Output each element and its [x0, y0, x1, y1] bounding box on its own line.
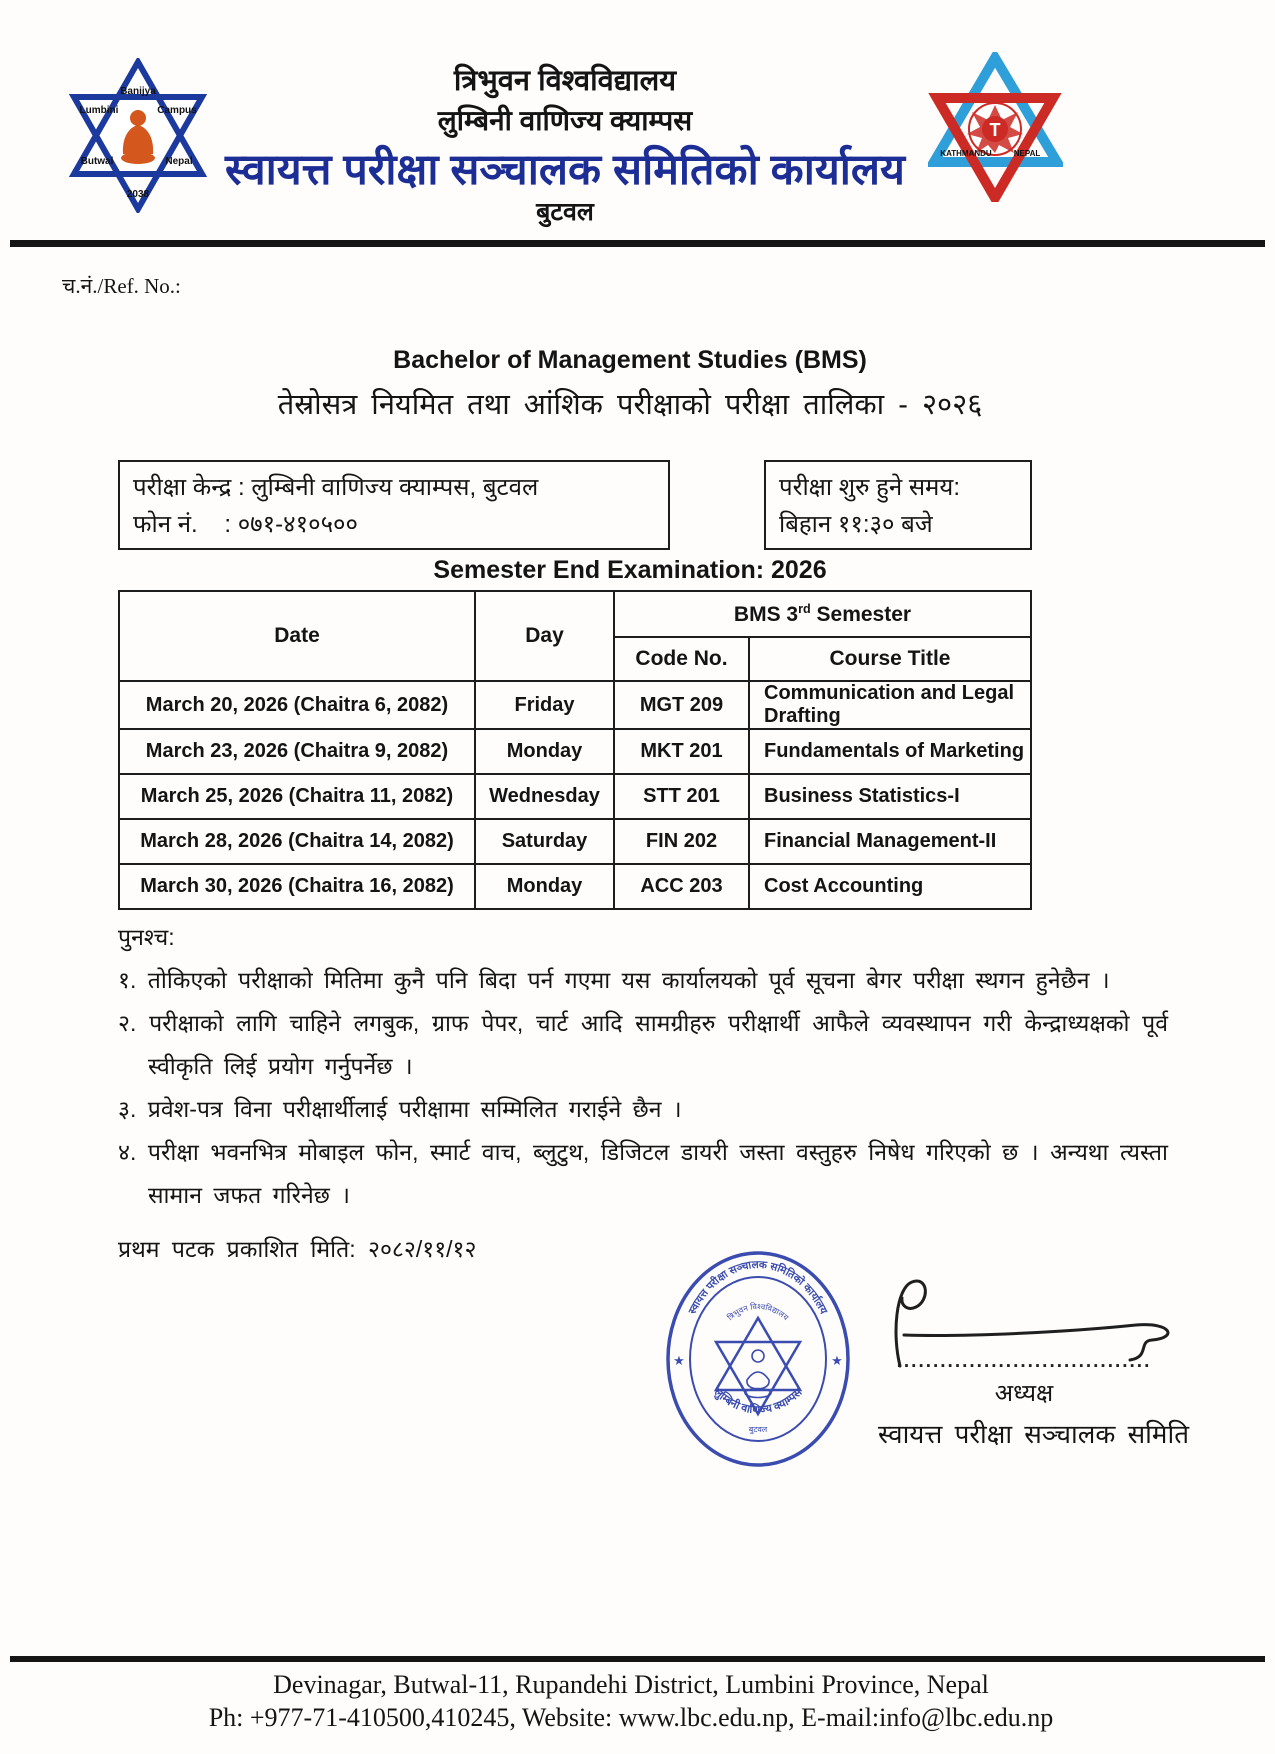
stamp-inner-top-text: त्रिभुवन विश्वविद्यालय [725, 1302, 791, 1323]
logo-label-campus: Campus [157, 105, 197, 116]
table-row [119, 864, 1031, 909]
exam-center-line: परीक्षा केन्द्र : लुम्बिनी वाणिज्य क्याम्पस, बुटवल [133, 474, 539, 501]
cell-date: March 25, 2026 (Chaitra 11, 2082) [119, 774, 475, 819]
city-name: बुटवल [536, 198, 594, 226]
exam-time-label: परीक्षा शुरु हुने समय: [779, 474, 960, 501]
table-row [119, 819, 1031, 864]
notes-section [118, 916, 1168, 1217]
header-divider [10, 240, 1265, 247]
signature-block [878, 1351, 1190, 1451]
cell-code: MGT 209 [614, 681, 749, 729]
note-number: ४. [118, 1139, 137, 1165]
col-header-day: Day [475, 591, 614, 681]
table-row [119, 774, 1031, 819]
cell-date: March 20, 2026 (Chaitra 6, 2082) [119, 681, 475, 729]
ref-number-label: च.नं./Ref. No.: [62, 274, 181, 298]
logo-label-nepal: Nepal [165, 156, 193, 167]
campus-name: लुम्बिनी वाणिज्य क्याम्पस [437, 105, 693, 136]
exam-time-box [764, 460, 1032, 550]
tu-monogram: T [989, 120, 1001, 140]
signatory-committee: स्वायत्त परीक्षा सञ्चालक समिति [878, 1419, 1190, 1449]
cell-day: Monday [475, 864, 614, 909]
note-text: प्रवेश-पत्र विना परीक्षार्थीलाई परीक्षामा सम्मिलित गराईने छैन । [147, 1096, 682, 1122]
cell-date: March 28, 2026 (Chaitra 14, 2082) [119, 819, 475, 864]
note-item [118, 1002, 1168, 1088]
table-row [119, 729, 1031, 774]
note-text: परीक्षा भवनभित्र मोबाइल फोन, स्मार्ट वाच, ब्लुटुथ, डिजिटल डायरी जस्ता वस्तुहरु निषेध गरिएको छ । अन्यथा त्यस्ता सामान जफत गरिनेछ । [147, 1139, 1168, 1208]
stamp-star-left-icon: ★ [673, 1353, 685, 1368]
stamp-star-right-icon: ★ [831, 1353, 843, 1368]
cell-date: March 30, 2026 (Chaitra 16, 2082) [119, 864, 475, 909]
stamp-inner-bottom-text: बुटवल [748, 1425, 768, 1434]
semester-suffix: Semester [810, 602, 912, 626]
schedule-title-np: तेस्रोसत्र नियमित तथा आंशिक परीक्षाको परीक्षा तालिका - २०२६ [277, 389, 983, 421]
note-number: २. [118, 1010, 137, 1036]
cell-date: March 23, 2026 (Chaitra 9, 2082) [119, 729, 475, 774]
stamp-ring-bottom-text: लुम्बिनी वाणिज्य क्याम्पस [711, 1386, 805, 1417]
official-stamp-seal [663, 1248, 853, 1470]
program-title: Bachelor of Management Studies (BMS) [393, 346, 867, 374]
cell-course-title: Business Statistics-I [749, 774, 1031, 819]
footer-contact: Ph: +977-71-410500,410245, Website: www.lbc.edu.np, E-mail:info@lbc.edu.np [208, 1703, 1054, 1732]
cell-course-title: Financial Management-II [749, 819, 1031, 864]
semester-ordinal: rd [798, 601, 811, 616]
university-name: त्रिभुवन विश्वविद्यालय [453, 65, 677, 97]
logo-label-banijya: Banijya [120, 86, 156, 97]
tu-label-kathmandu: KATHMANDU [940, 149, 992, 158]
logo-label-year: 2038 [126, 189, 150, 200]
cell-day: Monday [475, 729, 614, 774]
signature-dotted-line: ................................... [896, 1351, 1152, 1372]
tu-label-nepal: NEPAL [1013, 149, 1041, 158]
exam-heading: Semester End Examination: 2026 [433, 556, 827, 584]
notes-heading: पुनश्च: [118, 924, 175, 950]
logo-label-lumbini: Lumbini [79, 105, 119, 116]
col-header-title: Course Title [749, 637, 1031, 681]
footer-address: Devinagar, Butwal-11, Rupandehi District, Lumbini Province, Nepal [273, 1670, 989, 1699]
cell-day: Saturday [475, 819, 614, 864]
stamp-star-triangle-up [716, 1318, 800, 1390]
logo-label-butwal: Butwal [80, 156, 114, 167]
exam-phone-line: फोन नं. : ०७१-४१०५०० [133, 511, 359, 538]
col-header-code: Code No. [614, 637, 749, 681]
cell-code: ACC 203 [614, 864, 749, 909]
table-row [119, 681, 1031, 729]
exam-schedule-table [118, 590, 1032, 910]
cell-code: MKT 201 [614, 729, 749, 774]
semester-prefix: BMS 3 [733, 602, 799, 626]
cell-code: FIN 202 [614, 819, 749, 864]
cell-code: STT 201 [614, 774, 749, 819]
note-item [118, 1088, 1168, 1131]
signatory-role: अध्यक्ष [994, 1380, 1054, 1407]
cell-course-title: Communication and Legal Drafting [749, 681, 1031, 729]
note-item [118, 1131, 1168, 1217]
col-header-semester [614, 591, 1031, 637]
stamp-ring-top-text: स्वायत्त परीक्षा सञ्चालक समितिको कार्यालय [686, 1258, 830, 1317]
note-number: १. [118, 967, 137, 993]
exam-time-value: बिहान ११:३० बजे [779, 511, 933, 538]
col-header-date: Date [119, 591, 475, 681]
exam-center-box [118, 460, 670, 550]
first-published-date: प्रथम पटक प्रकाशित मिति: २०८२/११/१२ [118, 1236, 477, 1262]
footer-divider [10, 1656, 1265, 1662]
note-text: परीक्षाको लागि चाहिने लगबुक, ग्राफ पेपर, चार्ट आदि सामग्रीहरु परीक्षार्थी आफैले व्यवस्थापन गरी केन्द्राध्यक्षको पूर्व स्वीकृति लिई प्रयोग गर्नुपर्नेछ । [148, 1010, 1169, 1079]
cell-day: Wednesday [475, 774, 614, 819]
note-item [118, 959, 1168, 1002]
note-text: तोकिएको परीक्षाको मितिमा कुनै पनि बिदा पर्न गएमा यस कार्यालयको पूर्व सूचना बेगर परीक्षा स्थगन हुनेछैन । [147, 967, 1110, 993]
cell-course-title: Fundamentals of Marketing [749, 729, 1031, 774]
cell-day: Friday [475, 681, 614, 729]
note-number: ३. [118, 1096, 137, 1122]
cell-course-title: Cost Accounting [749, 864, 1031, 909]
office-name: स्वायत्त परीक्षा सञ्चालक समितिको कार्यालय [224, 146, 906, 194]
